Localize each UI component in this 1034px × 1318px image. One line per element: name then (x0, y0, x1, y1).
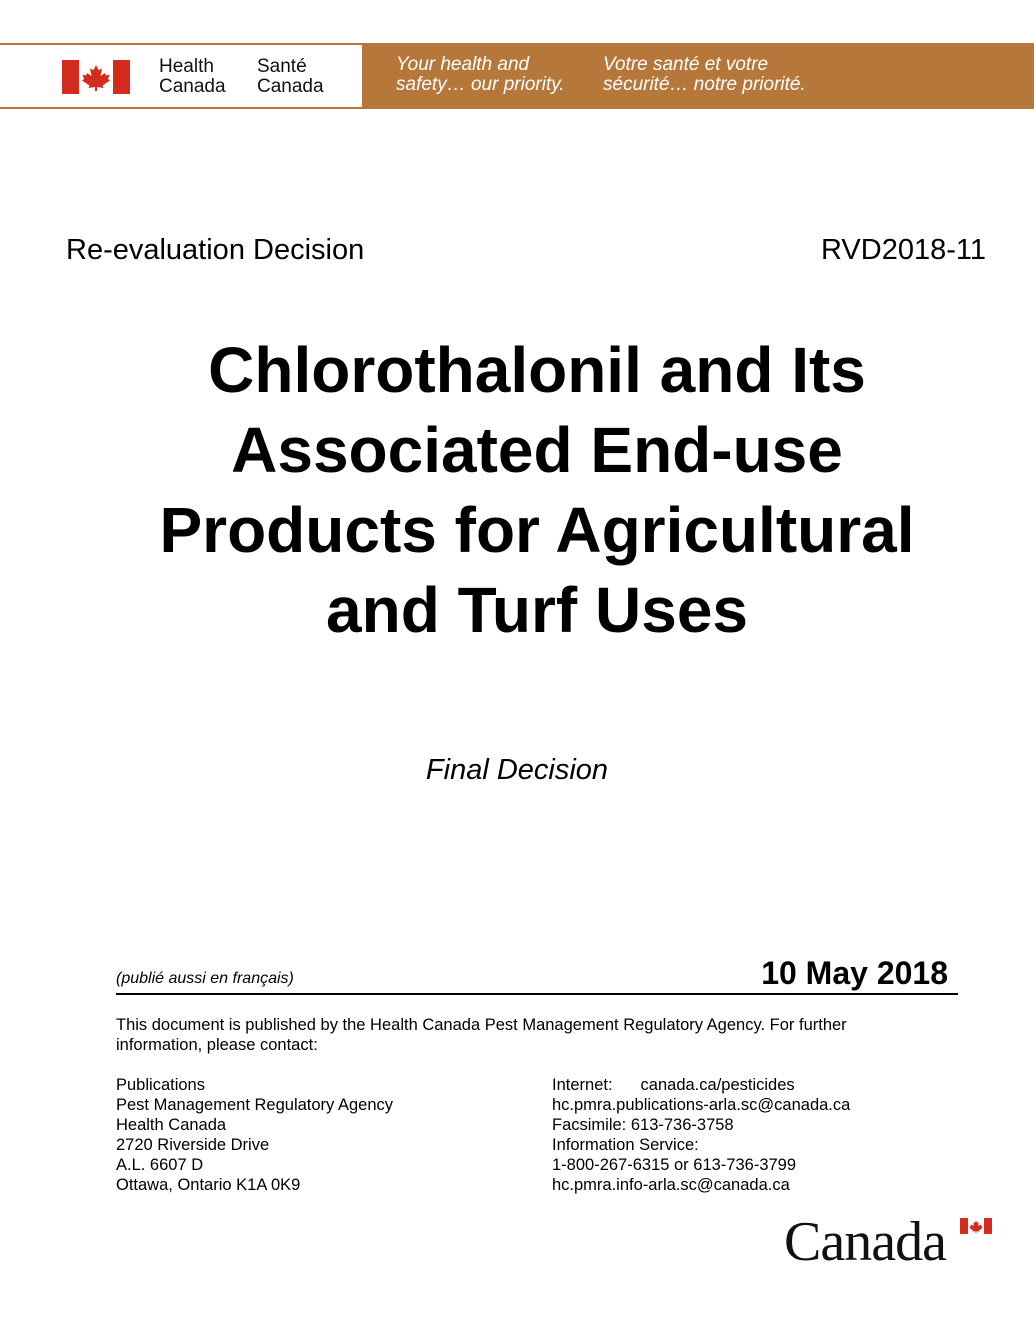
slogan-en-line1: Your health and (396, 54, 530, 75)
title-line1: Chlorothalonil and Its (208, 334, 866, 406)
publication-date: 10 May 2018 (761, 955, 948, 991)
document-number: RVD2018-11 (821, 234, 986, 266)
publications-email-link[interactable]: hc.pmra.publications-arla.sc@canada.ca (552, 1096, 851, 1114)
slogan-french (603, 55, 806, 95)
contact-intro (116, 1015, 936, 1055)
slogan-en-line2: safety… our priority. (396, 74, 565, 95)
canada-wordmark-text: Canada (784, 1211, 946, 1273)
slogan-english (396, 55, 565, 95)
intro-line2: information, please contact: (116, 1036, 318, 1054)
address-line6: Ottawa, Ontario K1A 0K9 (116, 1176, 301, 1194)
department-fr-line1: Santé (257, 56, 307, 77)
department-name-french (257, 57, 324, 97)
department-en-line2: Canada (159, 76, 226, 97)
internet-label: Internet: (552, 1076, 613, 1094)
title-line2: Associated End-use (231, 414, 843, 486)
document-title (60, 330, 1014, 650)
divider-rule (116, 993, 958, 995)
canada-flag-icon (62, 60, 130, 94)
internet-link[interactable]: canada.ca/pesticides (640, 1076, 795, 1094)
facsimile-number: Facsimile: 613-736-3758 (552, 1116, 734, 1134)
address-line3: Health Canada (116, 1116, 227, 1134)
document-subtitle: Final Decision (425, 754, 609, 786)
address-line4: 2720 Riverside Drive (116, 1136, 270, 1154)
french-availability-note: (publié aussi en français) (116, 970, 294, 987)
header-banner (0, 43, 1034, 109)
internet-line (552, 1075, 850, 1095)
header-slogan-panel (362, 43, 1034, 109)
title-line3: Products for Agricultural (159, 494, 915, 566)
information-service-label: Information Service: (552, 1136, 699, 1154)
contact-details (552, 1075, 850, 1195)
slogan-fr-line2: sécurité… notre priorité. (603, 74, 806, 95)
address-line1: Publications (116, 1076, 205, 1094)
canada-flag-icon (960, 1218, 992, 1234)
information-email-link[interactable]: hc.pmra.info-arla.sc@canada.ca (552, 1176, 790, 1194)
department-name-english (159, 57, 226, 97)
title-line4: and Turf Uses (326, 574, 748, 646)
address-line5: A.L. 6607 D (116, 1156, 204, 1174)
canada-wordmark (784, 1212, 994, 1272)
mailing-address (116, 1075, 393, 1195)
department-fr-line2: Canada (257, 76, 324, 97)
department-en-line1: Health (159, 56, 214, 77)
information-service-phones: 1-800-267-6315 or 613-736-3799 (552, 1156, 797, 1174)
slogan-fr-line1: Votre santé et votre (603, 54, 769, 75)
address-line2: Pest Management Regulatory Agency (116, 1096, 393, 1114)
intro-line1: This document is published by the Health Canada Pest Management Regulatory Agency. For further (116, 1016, 847, 1034)
header-identity-panel (0, 43, 362, 109)
document-type: Re-evaluation Decision (66, 234, 365, 266)
